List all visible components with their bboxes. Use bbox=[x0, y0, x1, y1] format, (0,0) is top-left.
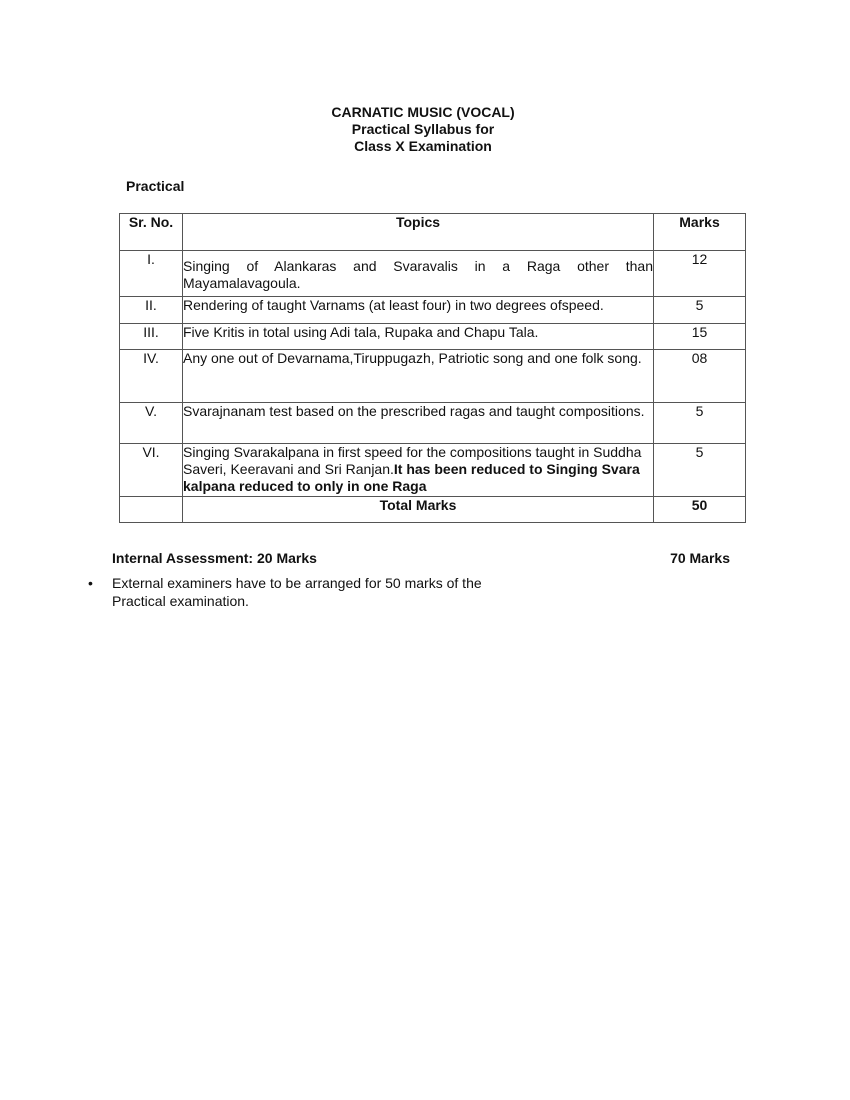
table-header-row bbox=[120, 214, 746, 251]
title-line-3: Class X Examination bbox=[354, 138, 492, 154]
row-topic: Five Kritis in total using Adi tala, Rupaka and Chapu Tala. bbox=[183, 324, 654, 350]
row-marks: 15 bbox=[654, 324, 746, 350]
row-topic-line: Singing of Alankaras and Svaravalis in a Raga other than bbox=[183, 258, 653, 274]
row-topic-bold-note: It has been reduced to Singing Svara kalpana reduced to only in one Raga bbox=[183, 461, 640, 494]
total-row bbox=[120, 497, 746, 523]
row-sr-no: V. bbox=[120, 403, 183, 444]
bullet-icon: • bbox=[88, 575, 93, 591]
row-topic-text: Singing Svarakalpana in first speed for the compositions taught in Suddha Saveri, Keeravani and Sri Ranjan. bbox=[183, 444, 642, 477]
row-sr-no: II. bbox=[120, 297, 183, 324]
row-sr-no: III. bbox=[120, 324, 183, 350]
row-sr-no: IV. bbox=[120, 350, 183, 403]
column-header-topics: Topics bbox=[183, 214, 654, 251]
row-marks: 08 bbox=[654, 350, 746, 403]
row-sr-no: I. bbox=[120, 251, 183, 297]
row-marks: 5 bbox=[654, 403, 746, 444]
row-marks: 5 bbox=[654, 444, 746, 497]
total-label: Total Marks bbox=[183, 497, 654, 523]
table-row bbox=[120, 403, 746, 444]
list-item bbox=[88, 574, 528, 610]
row-topic: Svarajnanam test based on the prescribed ragas and taught compositions. bbox=[183, 403, 654, 444]
title-line-2: Practical Syllabus for bbox=[351, 121, 495, 137]
table-row bbox=[120, 350, 746, 403]
internal-assessment-label: Internal Assessment: 20 Marks bbox=[112, 550, 317, 566]
section-heading: Practical bbox=[126, 178, 185, 194]
row-topic bbox=[183, 444, 654, 497]
row-topic bbox=[183, 251, 654, 297]
table-row bbox=[120, 444, 746, 497]
row-marks: 5 bbox=[654, 297, 746, 324]
assessment-summary bbox=[112, 550, 730, 566]
row-topic: Rendering of taught Varnams (at least four) in two degrees ofspeed. bbox=[183, 297, 654, 324]
row-topic-line: Mayamalavagoula. bbox=[183, 275, 301, 291]
document-title bbox=[0, 104, 846, 155]
notes-list bbox=[88, 574, 528, 610]
total-marks-summary: 70 Marks bbox=[670, 550, 730, 566]
row-sr-no: VI. bbox=[120, 444, 183, 497]
total-marks-value: 50 bbox=[654, 497, 746, 523]
title-line-1: CARNATIC MUSIC (VOCAL) bbox=[331, 104, 515, 120]
table-row bbox=[120, 297, 746, 324]
table-row bbox=[120, 324, 746, 350]
note-text: External examiners have to be arranged for 50 marks of the Practical examination. bbox=[112, 575, 482, 609]
total-row-empty-cell bbox=[120, 497, 183, 523]
syllabus-table bbox=[119, 213, 746, 523]
column-header-sr-no: Sr. No. bbox=[120, 214, 183, 251]
row-marks: 12 bbox=[654, 251, 746, 297]
column-header-marks: Marks bbox=[654, 214, 746, 251]
table-row bbox=[120, 251, 746, 297]
row-topic: Any one out of Devarnama,Tiruppugazh, Patriotic song and one folk song. bbox=[183, 350, 654, 403]
